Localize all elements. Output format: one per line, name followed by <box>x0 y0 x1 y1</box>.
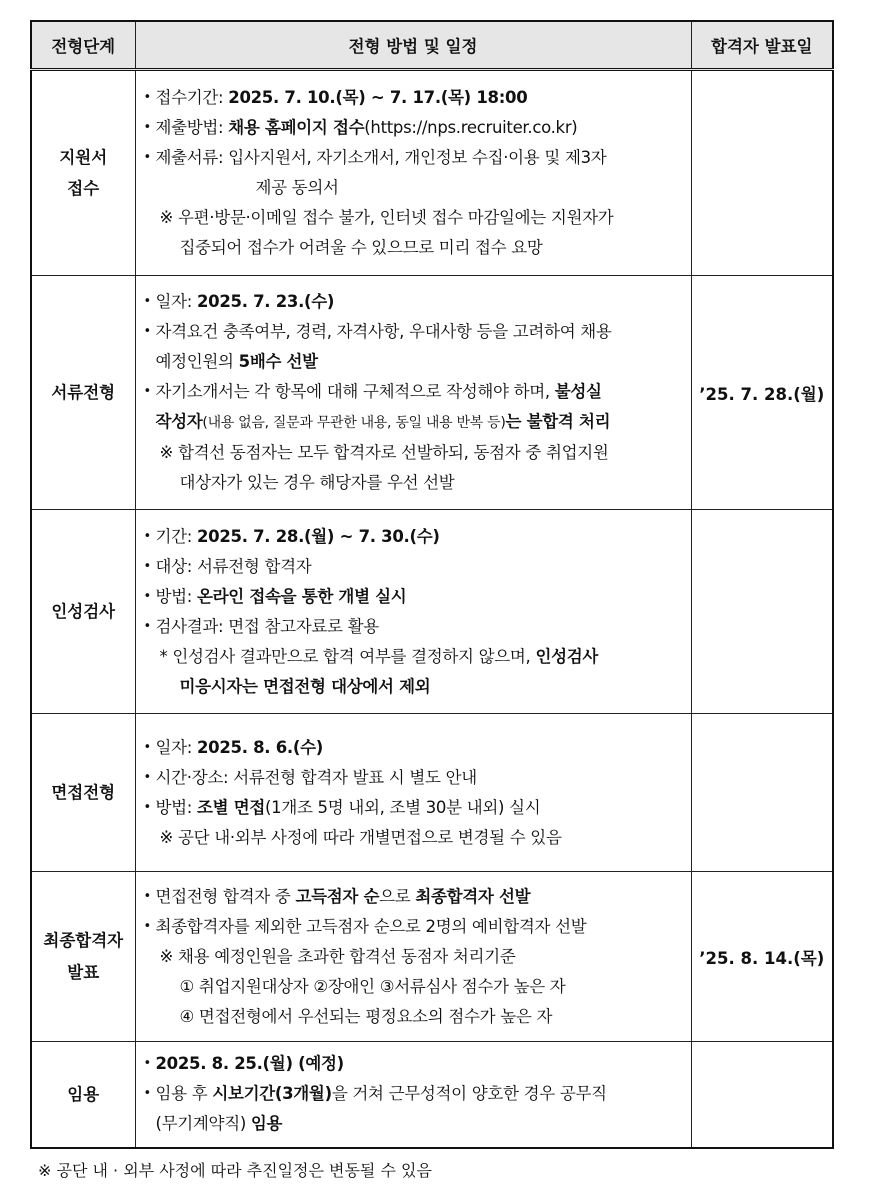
header-row <box>31 21 833 70</box>
application-note-cont: 집중되어 접수가 어려울 수 있으므로 미리 접수 요망 <box>179 238 543 257</box>
footnote: ※ 공단 내 · 외부 사정에 따라 추진일정은 변동될 수 있음 <box>38 1161 432 1180</box>
schedule-table <box>30 20 834 1149</box>
date-appointment <box>691 1042 833 1148</box>
row-application <box>31 70 833 276</box>
method-final-announcement: • 면접전형 합격자 중 고득점자 순으로 최종합격자 선발 • 최종합격자를 제외한 고득점자 순으로 2명의 예비합격자 선발 ※ 채용 예정인원을 초과한 합격선 동점자 처리기준 ① 취업지원대상자 ②장애인 ③서류심사 점수가 높은 자 ④ 면접전형에서 우선되는 평정요소의 점수가 높은 자 <box>135 872 691 1042</box>
method-appointment: • 2025. 8. 25.(월) (예정) • 임용 후 시보기간(3개월)을 거쳐 근무성적이 양호한 경우 공무직 (무기계약직) 임용 <box>135 1042 691 1148</box>
stage-appointment: 임용 <box>31 1042 135 1148</box>
row-appointment <box>31 1042 833 1148</box>
date-personality-test <box>691 510 833 714</box>
application-documents-cont: 제공 동의서 <box>255 178 339 197</box>
stage-interview: 면접전형 <box>31 714 135 872</box>
stage-personality-test: 인성검사 <box>31 510 135 714</box>
date-application <box>691 70 833 276</box>
header-announce: 합격자 발표일 <box>691 21 833 70</box>
application-period: • 접수기간: 2025. 7. 10.(목) ~ 7. 17.(목) 18:00 <box>144 83 685 113</box>
stage-final-announcement: 최종합격자 발표 <box>31 872 135 1042</box>
application-note: ※ 우편·방문·이메일 접수 불가, 인터넷 접수 마감일에는 지원자가 <box>159 208 614 227</box>
stage-application: 지원서 접수 <box>31 70 135 276</box>
date-interview <box>691 714 833 872</box>
method-personality-test: • 기간: 2025. 7. 28.(월) ~ 7. 30.(수) • 대상: 서류전형 합격자 • 방법: 온라인 접속을 통한 개별 실시 • 검사결과: 면접 참고자료로 활용 * 인성검사 결과만으로 합격 여부를 결정하지 않으며, 인성검사 미응시자는 면접전형 대상에서 제외 <box>135 510 691 714</box>
date-document-screening: ’25. 7. 28.(월) <box>691 276 833 510</box>
row-interview <box>31 714 833 872</box>
row-final-announcement <box>31 872 833 1042</box>
stage-document-screening: 서류전형 <box>31 276 135 510</box>
header-stage: 전형단계 <box>31 21 135 70</box>
date-final-announcement: ’25. 8. 14.(목) <box>691 872 833 1042</box>
method-interview: • 일자: 2025. 8. 6.(수) • 시간·장소: 서류전형 합격자 발표 시 별도 안내 • 방법: 조별 면접(1개조 5명 내외, 조별 30분 내외) 실시 ※ 공단 내·외부 사정에 따라 개별면접으로 변경될 수 있음 <box>135 714 691 872</box>
header-method: 전형 방법 및 일정 <box>135 21 691 70</box>
method-document-screening: • 일자: 2025. 7. 23.(수) • 자격요건 충족여부, 경력, 자격사항, 우대사항 등을 고려하여 채용 예정인원의 5배수 선발 • 자기소개서는 각 항목에 대해 구체적으로 작성해야 하며, 불성실 작성자(내용 없음, 질문과 무관한 내용, 동일 내용 반복 등)는 불합격 처리 ※ 합격선 동점자는 모두 합격자로 선발하되, 동점자 중 취업지원 대상자가 있는 경우 해당자를 우선 선발 <box>135 276 691 510</box>
row-document-screening <box>31 276 833 510</box>
method-application <box>135 70 691 276</box>
application-documents: • 제출서류: 입사지원서, 자기소개서, 개인정보 수집·이용 및 제3자 <box>144 143 685 173</box>
application-submission: • 제출방법: 채용 홈페이지 접수(https://nps.recruiter.co.kr) <box>144 113 685 143</box>
row-personality-test <box>31 510 833 714</box>
